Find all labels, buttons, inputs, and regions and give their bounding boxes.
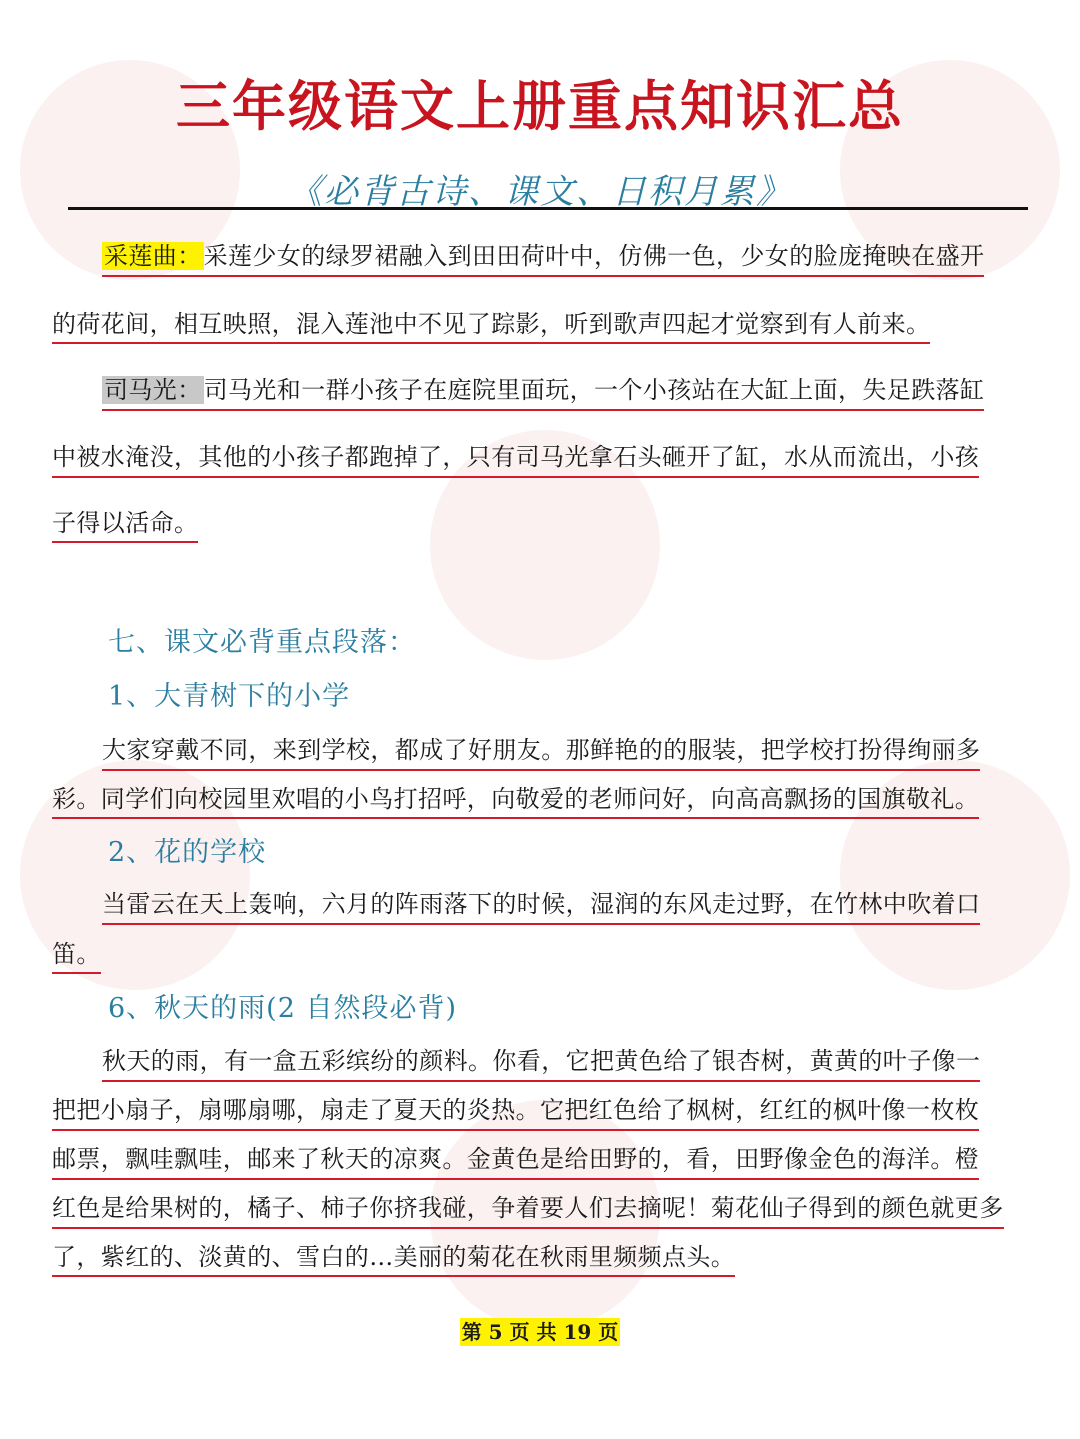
cailian-tag: 采莲曲： <box>104 242 202 270</box>
simaguang-tag: 司马光： <box>104 376 202 404</box>
page-number: 第 5 页 共 19 页 <box>461 1320 619 1344</box>
item2-text-2: 笛。 <box>52 940 101 974</box>
simaguang-line-1 <box>102 370 984 411</box>
item6-text-2: 把把小扇子，扇哪扇哪，扇走了夏天的炎热。它把红色给了枫树，红红的枫叶像一枚枚 <box>52 1096 980 1124</box>
item6-text-1: 秋天的雨，有一盒五彩缤纷的颜料。你看，它把黄色给了银杏树，黄黄的叶子像一 <box>102 1047 981 1075</box>
item6-line-5 <box>52 1237 735 1276</box>
item1-text-1: 大家穿戴不同，来到学校，都成了好朋友。那鲜艳的的服装，把学校打扮得绚丽多 <box>102 736 981 764</box>
cailian-text-2: 的荷花间，相互映照，混入莲池中不见了踪影，听到歌声四起才觉察到有人前来。 <box>52 310 930 344</box>
page-footer <box>0 1316 1080 1345</box>
item2-line-2 <box>52 934 101 973</box>
simaguang-text-2: 中被水淹没，其他的小孩子都跑掉了，只有司马光拿石头砸开了缸，水从而流出，小孩 <box>52 443 980 471</box>
item2-line-1 <box>102 884 980 925</box>
item1-text-2: 彩。同学们向校园里欢唱的小鸟打招呼，向敬爱的老师问好，向高高飘扬的国旗敬礼。 <box>52 785 979 819</box>
title-divider <box>68 207 1028 210</box>
item6-text-4: 红色是给果树的，橘子、柿子你挤我碰，争着要人们去摘呢！菊花仙子得到的颜色就更多 <box>52 1194 1004 1222</box>
simaguang-text-3: 子得以活命。 <box>52 509 198 543</box>
item1-line-2 <box>52 779 979 818</box>
item2-text-1: 当雷云在天上轰响，六月的阵雨落下的时候，湿润的东风走过野，在竹林中吹着口 <box>102 890 981 918</box>
page-subtitle: 《必背古诗、课文、日积月累》 <box>288 172 792 212</box>
item6-text-5: 了，紫红的、淡黄的、雪白的…美丽的菊花在秋雨里频频点头。 <box>52 1243 735 1277</box>
item-heading-1: 1、大青树下的小学 <box>108 681 351 712</box>
item6-line-4 <box>52 1188 1004 1229</box>
item-heading-2: 2、花的学校 <box>108 837 267 868</box>
simaguang-text-1: 司马光和一群小孩子在庭院里面玩，一个小孩站在大缸上面，失足跌落缸 <box>203 376 985 404</box>
page-title: 三年级语文上册重点知识汇总 <box>176 74 904 138</box>
item6-line-3 <box>52 1139 979 1180</box>
cailian-line-1 <box>102 236 984 277</box>
item6-line-1 <box>102 1041 980 1082</box>
item1-line-1 <box>102 730 980 771</box>
simaguang-line-3 <box>52 503 198 542</box>
item6-text-3: 邮票，飘哇飘哇，邮来了秋天的凉爽。金黄色是给田野的，看，田野像金色的海洋。橙 <box>52 1145 980 1173</box>
item-heading-6: 6、秋天的雨(2 自然段必背) <box>108 993 458 1024</box>
cailian-line-2 <box>52 304 930 343</box>
section-heading: 七、课文必背重点段落： <box>108 627 416 658</box>
item6-line-2 <box>52 1090 979 1131</box>
simaguang-line-2 <box>52 437 979 478</box>
cailian-text-1: 采莲少女的绿罗裙融入到田田荷叶中，仿佛一色，少女的脸庞掩映在盛开 <box>203 242 985 270</box>
